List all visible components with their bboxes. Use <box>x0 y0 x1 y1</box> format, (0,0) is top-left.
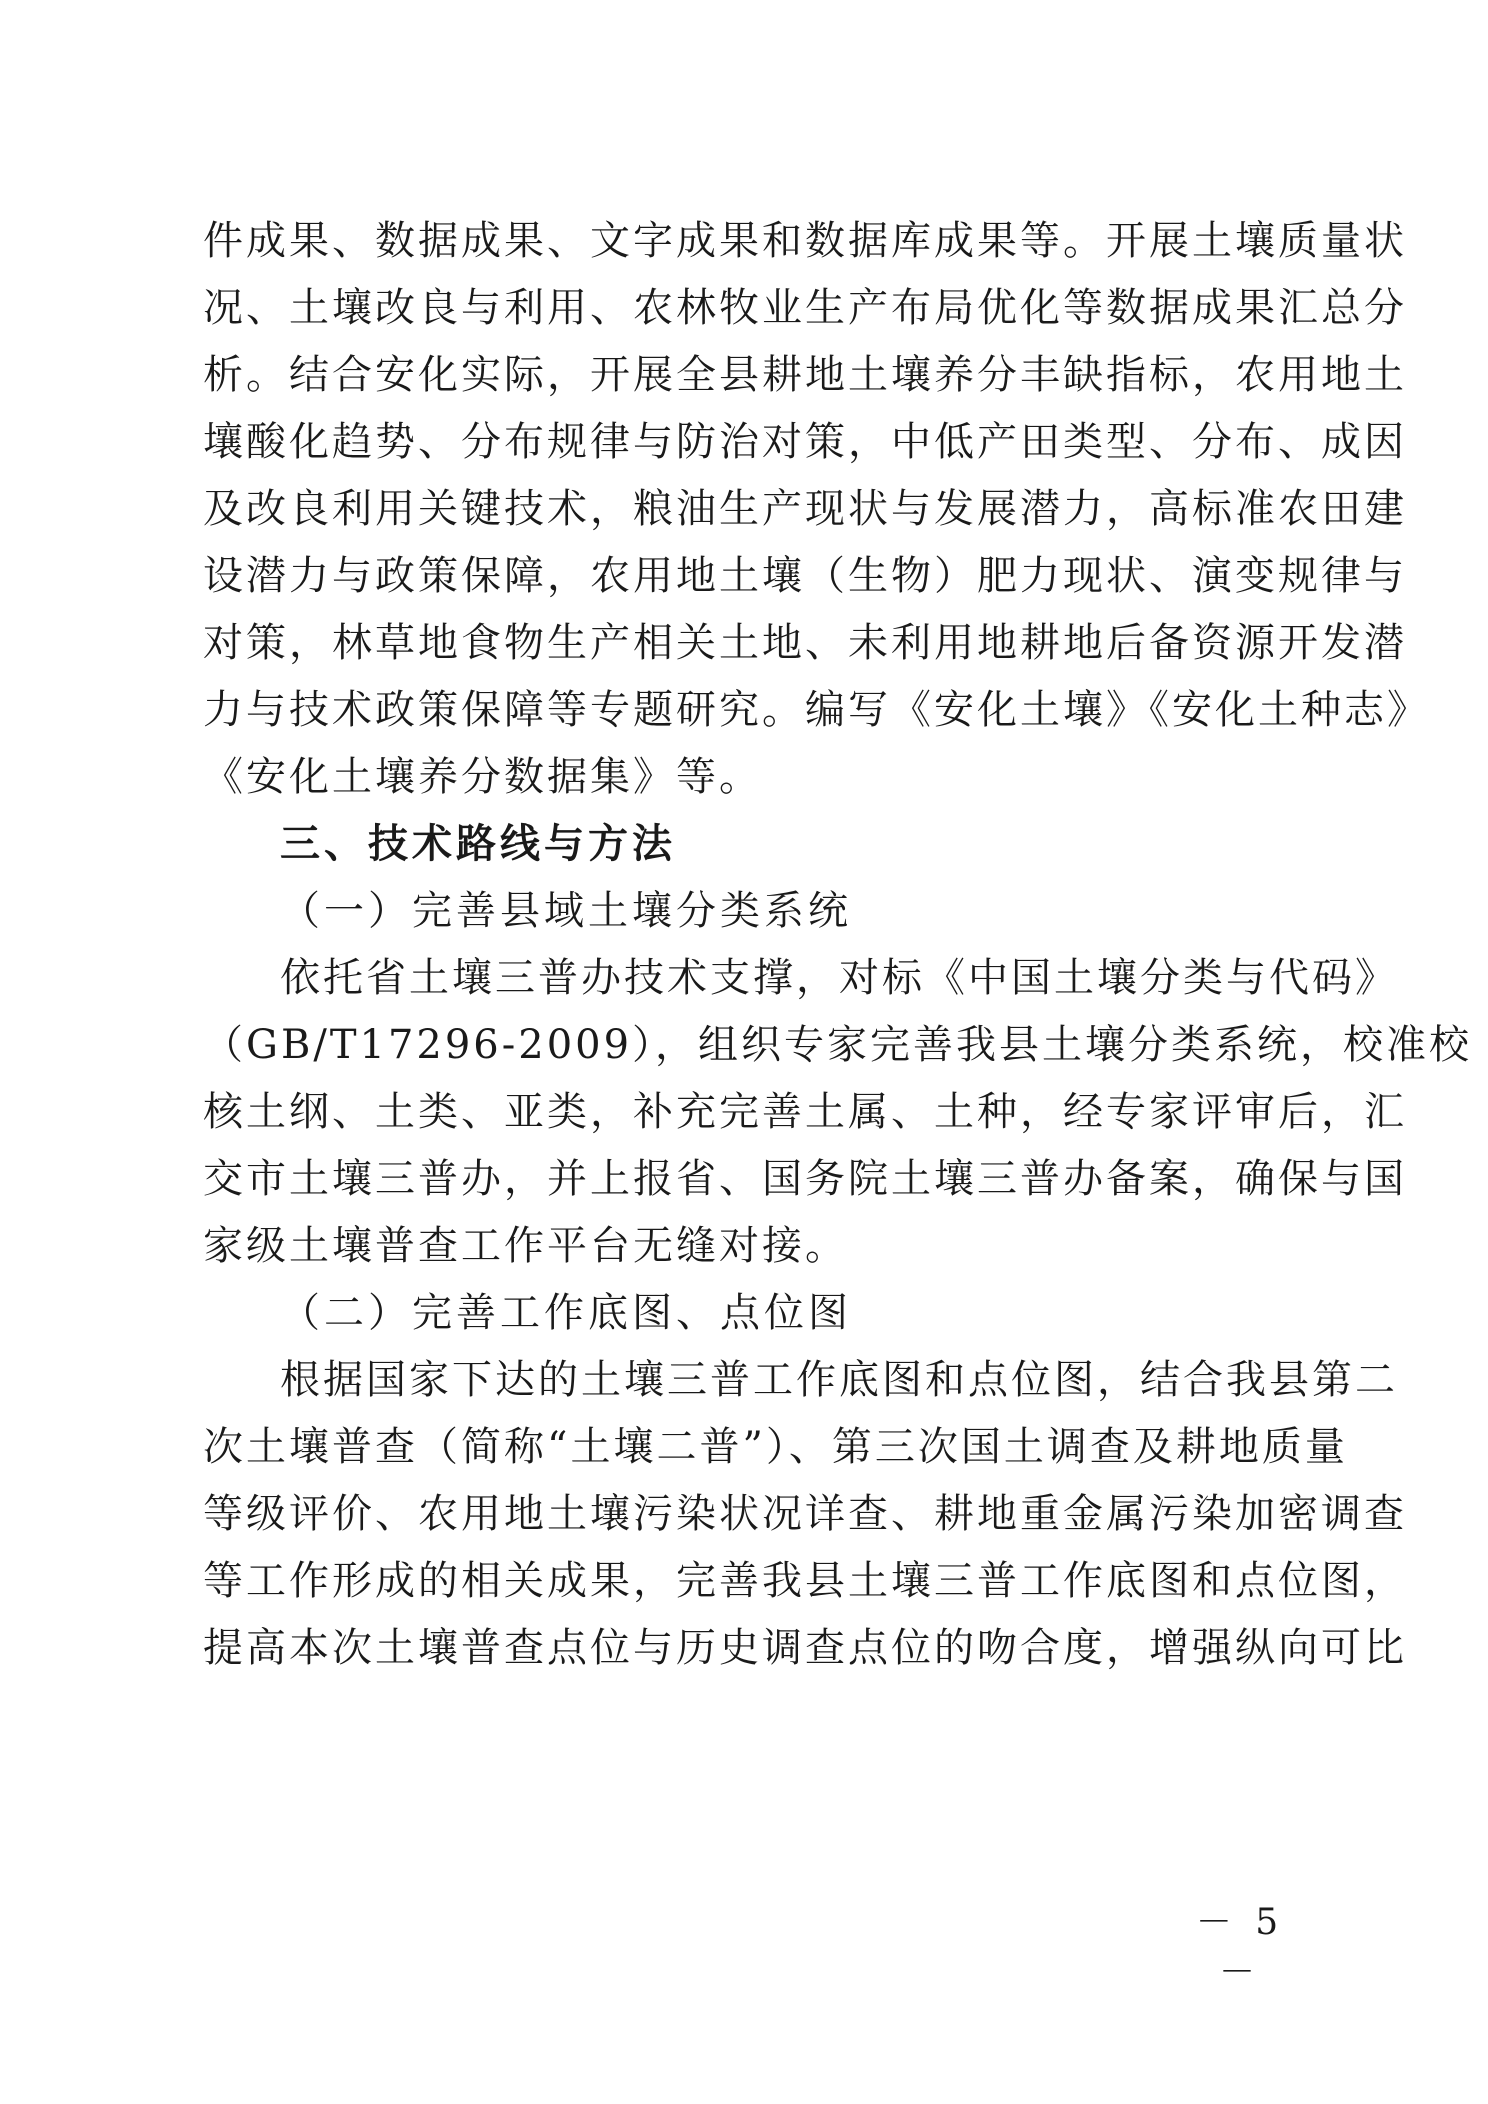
body-line: 《安化土壤养分数据集》等。 <box>203 754 762 800</box>
body-line: （GB/T17296-2009），组织专家完善我县土壤分类系统，校准校 <box>203 1022 1473 1068</box>
body-line: 及改良利用关键技术，粮油生产现状与发展潜力，高标准农田建 <box>203 486 1407 532</box>
body-line: 析。结合安化实际，开展全县耕地土壤养分丰缺指标，农用地土 <box>203 352 1407 398</box>
section-heading: 三、技术路线与方法 <box>280 820 676 867</box>
subsection-heading: （一）完善县域土壤分类系统 <box>280 888 852 934</box>
body-line: 次土壤普查（简称“土壤二普”）、第三次国土调查及耕地质量 <box>203 1424 1348 1470</box>
body-line: 壤酸化趋势、分布规律与防治对策，中低产田类型、分布、成因 <box>203 419 1407 465</box>
body-line: 对策，林草地食物生产相关土地、未利用地耕地后备资源开发潜 <box>203 620 1407 666</box>
body-line: 况、土壤改良与利用、农林牧业生产布局优化等数据成果汇总分 <box>203 285 1407 331</box>
body-line: 提高本次土壤普查点位与历史调查点位的吻合度，增强纵向可比 <box>203 1625 1407 1671</box>
body-line: 等级评价、农用地土壤污染状况详查、耕地重金属污染加密调查 <box>203 1491 1407 1537</box>
body-line: 家级土壤普查工作平台无缝对接。 <box>203 1223 848 1269</box>
body-line: 核土纲、土类、亚类，补充完善土属、土种，经专家评审后，汇 <box>203 1089 1407 1135</box>
body-line: 件成果、数据成果、文字成果和数据库成果等。开展土壤质量状 <box>203 218 1407 264</box>
subsection-heading: （二）完善工作底图、点位图 <box>280 1290 852 1336</box>
body-line: 交市土壤三普办，并上报省、国务院土壤三普办备案，确保与国 <box>203 1156 1407 1202</box>
body-line: 力与技术政策保障等专题研究。编写《安化土壤》《安化土种志》 <box>203 687 1430 733</box>
body-line: 根据国家下达的土壤三普工作底图和点位图，结合我县第二 <box>280 1357 1398 1403</box>
body-line: 等工作形成的相关成果，完善我县土壤三普工作底图和点位图， <box>203 1558 1407 1604</box>
body-line: 依托省土壤三普办技术支撑，对标《中国土壤分类与代码》 <box>280 955 1398 1001</box>
page-number: － 5 － <box>1195 1902 1285 1993</box>
body-line: 设潜力与政策保障，农用地土壤（生物）肥力现状、演变规律与 <box>203 553 1407 599</box>
